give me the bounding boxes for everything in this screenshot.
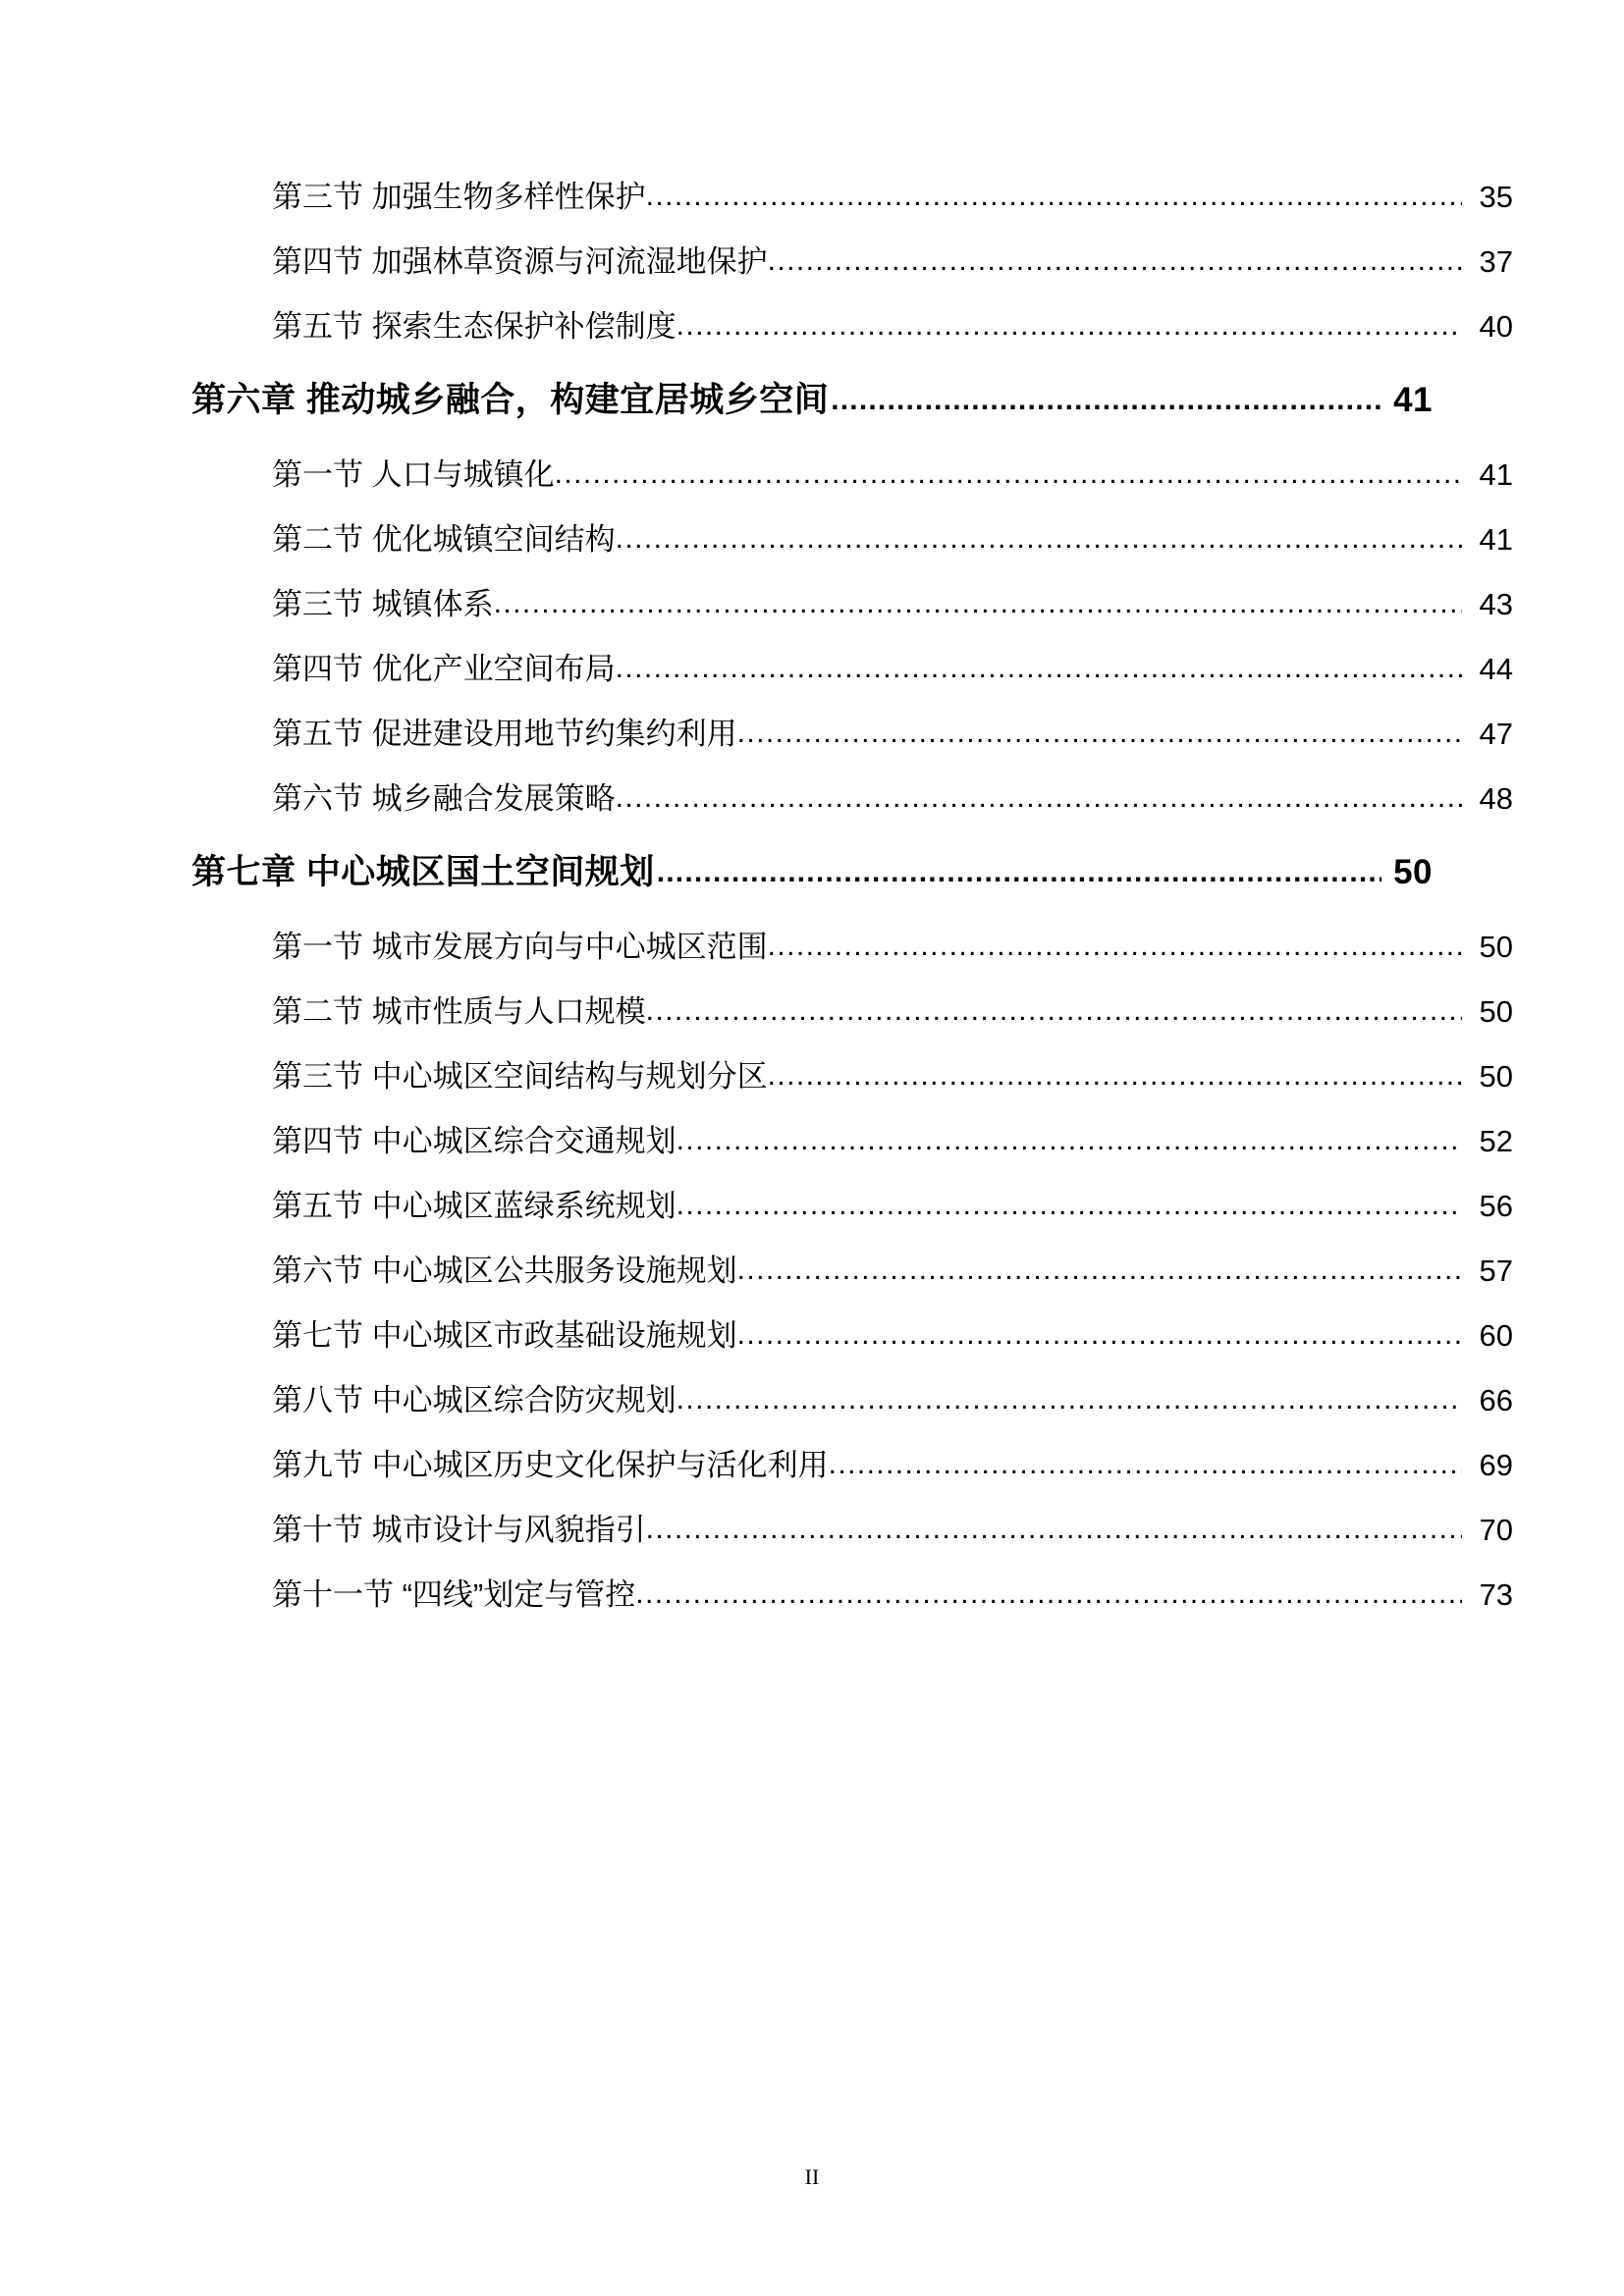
toc-entry-label: 第四节 加强林草资源与河流湿地保护 bbox=[272, 244, 768, 279]
toc-entry-label: 第一节 人口与城镇化 bbox=[272, 457, 555, 492]
toc-leader-dots bbox=[616, 781, 1462, 815]
toc-section-entry[interactable] bbox=[191, 1051, 1513, 1095]
toc-entry-page-number: 50 bbox=[1393, 853, 1433, 891]
toc-leader-dots bbox=[677, 1189, 1462, 1222]
toc-entry-page-number: 60 bbox=[1479, 1318, 1513, 1353]
toc-chapter-entry[interactable] bbox=[191, 373, 1433, 422]
toc-section-entry[interactable] bbox=[191, 1310, 1513, 1355]
toc-leader-dots bbox=[829, 1448, 1462, 1481]
toc-section-entry[interactable] bbox=[191, 172, 1513, 216]
toc-leader-dots bbox=[677, 309, 1462, 343]
toc-entry-label: 第十节 城市设计与风貌指引 bbox=[272, 1513, 646, 1547]
toc-entry-label: 第六章 推动城乡融合，构建宜居城乡空间 bbox=[191, 381, 830, 419]
toc-entry-page-number: 40 bbox=[1479, 309, 1513, 344]
toc-entry-label: 第二节 城市性质与人口规模 bbox=[272, 994, 646, 1029]
toc-section-entry[interactable] bbox=[191, 237, 1513, 281]
toc-entry-label: 第三节 加强生物多样性保护 bbox=[272, 180, 646, 214]
toc-section-entry[interactable] bbox=[191, 709, 1513, 753]
toc-entry-page-number: 52 bbox=[1479, 1124, 1513, 1158]
toc-leader-dots bbox=[646, 180, 1462, 213]
toc-entry-label: 第五节 中心城区蓝绿系统规划 bbox=[272, 1189, 677, 1223]
toc-section-entry[interactable] bbox=[191, 1570, 1513, 1614]
toc-entry-page-number: 69 bbox=[1479, 1448, 1513, 1482]
toc-entry-page-number: 73 bbox=[1479, 1577, 1513, 1612]
toc-entry-label: 第二节 优化城镇空间结构 bbox=[272, 522, 616, 557]
toc-entry-page-number: 43 bbox=[1479, 587, 1513, 621]
toc-leader-dots bbox=[768, 1059, 1462, 1093]
toc-entry-page-number: 37 bbox=[1479, 244, 1513, 279]
toc-entry-page-number: 66 bbox=[1479, 1383, 1513, 1417]
toc-section-entry[interactable] bbox=[191, 644, 1513, 688]
toc-leader-dots bbox=[555, 457, 1462, 491]
toc-leader-dots bbox=[737, 717, 1462, 750]
toc-section-entry[interactable] bbox=[191, 922, 1513, 966]
toc-section-entry[interactable] bbox=[191, 1181, 1513, 1225]
toc-section-entry[interactable] bbox=[191, 1440, 1513, 1484]
toc-entry-label: 第十一节 “四线”划定与管控 bbox=[272, 1577, 636, 1612]
toc-leader-dots bbox=[616, 652, 1462, 685]
toc-entry-label: 第九节 中心城区历史文化保护与活化利用 bbox=[272, 1448, 829, 1482]
toc-entry-page-number: 57 bbox=[1479, 1254, 1513, 1288]
table-of-contents bbox=[191, 172, 1513, 1614]
toc-leader-dots bbox=[831, 384, 1381, 417]
toc-section-entry[interactable] bbox=[191, 579, 1513, 623]
toc-entry-page-number: 50 bbox=[1479, 1059, 1513, 1094]
toc-section-entry[interactable] bbox=[191, 514, 1513, 559]
toc-leader-dots bbox=[657, 856, 1381, 889]
toc-entry-label: 第六节 中心城区公共服务设施规划 bbox=[272, 1254, 737, 1288]
toc-section-entry[interactable] bbox=[191, 450, 1513, 494]
toc-entry-page-number: 70 bbox=[1479, 1513, 1513, 1547]
toc-entry-label: 第三节 中心城区空间结构与规划分区 bbox=[272, 1059, 768, 1094]
toc-entry-page-number: 41 bbox=[1479, 522, 1513, 557]
toc-leader-dots bbox=[494, 587, 1462, 620]
toc-leader-dots bbox=[646, 994, 1462, 1028]
toc-leader-dots bbox=[768, 930, 1462, 963]
toc-entry-page-number: 50 bbox=[1479, 930, 1513, 964]
toc-section-entry[interactable] bbox=[191, 1246, 1513, 1290]
toc-section-entry[interactable] bbox=[191, 301, 1513, 346]
toc-entry-label: 第三节 城镇体系 bbox=[272, 587, 494, 621]
toc-leader-dots bbox=[616, 522, 1462, 556]
toc-leader-dots bbox=[646, 1513, 1462, 1546]
toc-entry-label: 第七章 中心城区国土空间规划 bbox=[191, 853, 655, 891]
toc-chapter-entry[interactable] bbox=[191, 845, 1433, 894]
toc-section-entry[interactable] bbox=[191, 1116, 1513, 1160]
toc-leader-dots bbox=[768, 244, 1462, 278]
toc-entry-page-number: 41 bbox=[1393, 381, 1433, 419]
toc-entry-label: 第六节 城乡融合发展策略 bbox=[272, 781, 616, 816]
toc-entry-label: 第四节 优化产业空间布局 bbox=[272, 652, 616, 686]
toc-leader-dots bbox=[737, 1318, 1462, 1352]
toc-section-entry[interactable] bbox=[191, 774, 1513, 818]
toc-section-entry[interactable] bbox=[191, 1505, 1513, 1549]
toc-section-entry[interactable] bbox=[191, 1375, 1513, 1419]
toc-entry-label: 第五节 探索生态保护补偿制度 bbox=[272, 309, 677, 344]
toc-leader-dots bbox=[737, 1254, 1462, 1287]
toc-entry-label: 第五节 促进建设用地节约集约利用 bbox=[272, 717, 737, 751]
page-number-footer: II bbox=[804, 2164, 820, 2189]
toc-entry-page-number: 50 bbox=[1479, 994, 1513, 1029]
toc-leader-dots bbox=[635, 1577, 1462, 1611]
toc-entry-page-number: 48 bbox=[1479, 781, 1513, 816]
toc-entry-page-number: 56 bbox=[1479, 1189, 1513, 1223]
toc-entry-label: 第七节 中心城区市政基础设施规划 bbox=[272, 1318, 737, 1353]
toc-entry-label: 第一节 城市发展方向与中心城区范围 bbox=[272, 930, 768, 964]
toc-section-entry[interactable] bbox=[191, 987, 1513, 1031]
toc-leader-dots bbox=[677, 1124, 1462, 1157]
toc-leader-dots bbox=[677, 1383, 1462, 1416]
toc-entry-page-number: 44 bbox=[1479, 652, 1513, 686]
toc-entry-page-number: 41 bbox=[1479, 457, 1513, 492]
toc-entry-label: 第八节 中心城区综合防灾规划 bbox=[272, 1383, 677, 1417]
toc-entry-label: 第四节 中心城区综合交通规划 bbox=[272, 1124, 677, 1158]
toc-entry-page-number: 47 bbox=[1479, 717, 1513, 751]
toc-entry-page-number: 35 bbox=[1479, 180, 1513, 214]
